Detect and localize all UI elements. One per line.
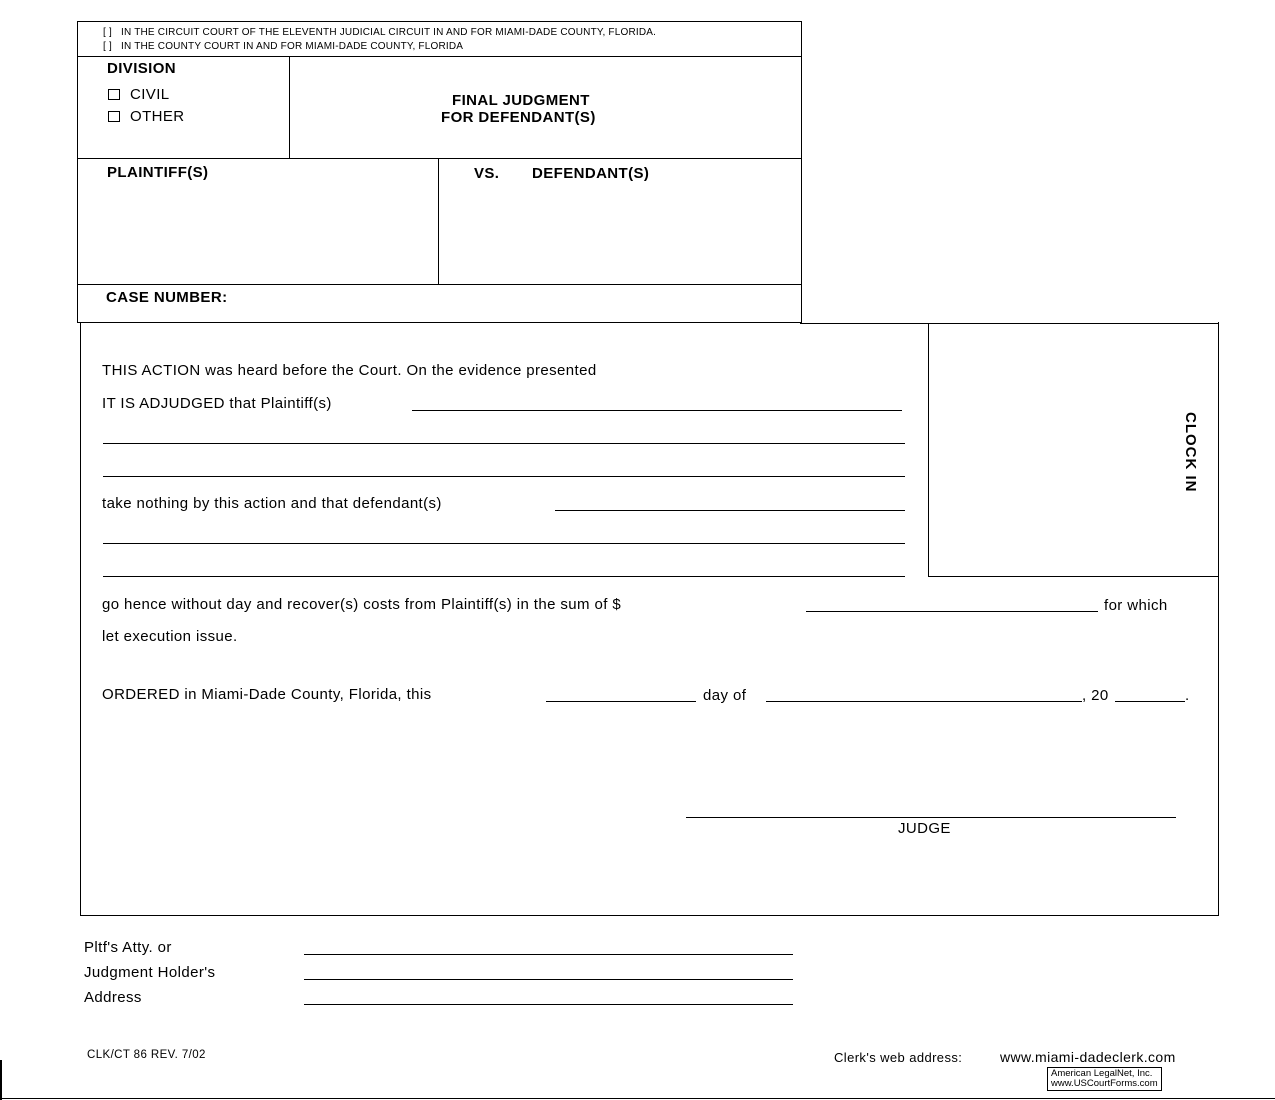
scan-edge-left: [0, 1060, 2, 1100]
circuit-court-text: IN THE CIRCUIT COURT OF THE ELEVENTH JUDICIAL CIRCUIT IN AND FOR MIAMI-DADE COUNTY, FLORIDA.: [121, 27, 657, 38]
case-number-label: CASE NUMBER:: [106, 289, 228, 306]
ordered-text: ORDERED in Miami-Dade County, Florida, this: [102, 686, 432, 703]
form-number: CLK/CT 86 REV. 7/02: [87, 1049, 206, 1061]
clerk-web-url[interactable]: www.miami-dadeclerk.com: [1000, 1049, 1176, 1065]
division-cell-divider: [289, 56, 290, 158]
circuit-court-option[interactable]: [103, 27, 656, 38]
parties-divider-top: [77, 158, 802, 159]
defendant-blank-line-1[interactable]: [555, 510, 905, 511]
year-prefix-text: , 20: [1082, 687, 1109, 704]
header-divider: [77, 56, 802, 57]
form-title-line1: FINAL JUDGMENT: [452, 92, 590, 109]
clock-in-box: [928, 323, 1219, 577]
ordered-day-line[interactable]: [546, 701, 696, 702]
county-checkbox-bracket[interactable]: [ ]: [103, 41, 112, 52]
county-court-option[interactable]: [103, 41, 463, 52]
division-option-civil[interactable]: [108, 86, 170, 103]
execution-text: let execution issue.: [102, 628, 238, 645]
action-heard-text: THIS ACTION was heard before the Court. On the evidence presented: [102, 362, 597, 379]
legalnet-stamp: [1047, 1067, 1162, 1091]
attorney-address-line-3[interactable]: [304, 1004, 793, 1005]
form-title-line2: FOR DEFENDANT(S): [441, 109, 596, 126]
judge-signature-line[interactable]: [686, 817, 1176, 818]
costs-text: go hence without day and recover(s) costs from Plaintiff(s) in the sum of $: [102, 596, 622, 613]
defendant-blank-line-3[interactable]: [103, 576, 905, 577]
ordered-year-line[interactable]: [1115, 701, 1185, 702]
division-label: DIVISION: [107, 60, 177, 77]
costs-amount-line[interactable]: [806, 611, 1098, 612]
parties-cell-divider: [438, 158, 439, 284]
adjudged-text: IT IS ADJUDGED that Plaintiff(s): [102, 395, 332, 412]
division-option-other[interactable]: [108, 108, 185, 125]
plaintiff-blank-line-1[interactable]: [412, 410, 902, 411]
judge-label: JUDGE: [898, 820, 951, 837]
ordered-month-line[interactable]: [766, 701, 1082, 702]
day-of-text: day of: [703, 687, 747, 704]
take-nothing-text: take nothing by this action and that defendant(s): [102, 495, 442, 512]
attorney-address-line-2[interactable]: [304, 979, 793, 980]
scan-edge: [0, 1098, 1275, 1099]
attorney-label-line3: Address: [84, 989, 142, 1006]
legalnet-name: American LegalNet, Inc.: [1051, 1068, 1153, 1079]
plaintiff-blank-line-2[interactable]: [103, 443, 905, 444]
vs-label: VS.: [474, 165, 500, 182]
attorney-address-line-1[interactable]: [304, 954, 793, 955]
county-court-text: IN THE COUNTY COURT IN AND FOR MIAMI-DADE COUNTY, FLORIDA: [121, 41, 464, 52]
for-which-text: for which: [1104, 597, 1168, 614]
attorney-label-line1: Pltf's Atty. or: [84, 939, 172, 956]
clerk-web-label: Clerk's web address:: [834, 1050, 963, 1065]
ordered-period: .: [1185, 687, 1190, 704]
civil-checkbox[interactable]: [108, 89, 120, 100]
other-checkbox[interactable]: [108, 111, 120, 122]
civil-label: CIVIL: [130, 86, 170, 103]
legalnet-url: www.USCourtForms.com: [1051, 1078, 1158, 1089]
other-label: OTHER: [130, 108, 185, 125]
plaintiff-blank-line-3[interactable]: [103, 476, 905, 477]
plaintiff-label: PLAINTIFF(S): [107, 164, 209, 181]
attorney-label-line2: Judgment Holder's: [84, 964, 216, 981]
clock-in-label: CLOCK IN: [1182, 412, 1199, 493]
circuit-checkbox-bracket[interactable]: [ ]: [103, 27, 112, 38]
defendant-label: DEFENDANT(S): [532, 165, 650, 182]
parties-divider-bottom: [77, 284, 802, 285]
defendant-blank-line-2[interactable]: [103, 543, 905, 544]
